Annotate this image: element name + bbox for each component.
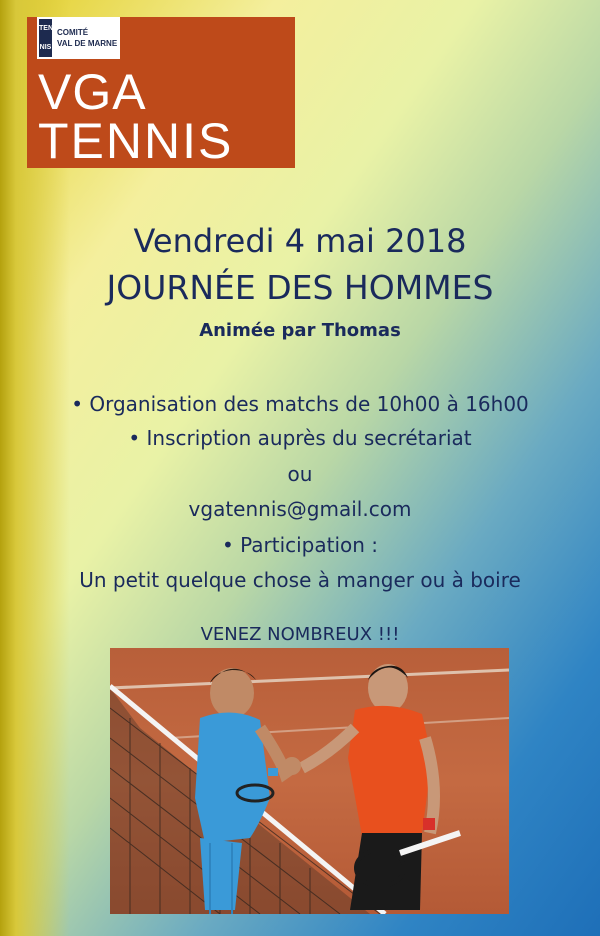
badge-bottom-text: NIS	[39, 44, 52, 51]
comite-label: COMITÉ	[57, 28, 89, 37]
tennis-badge	[39, 19, 52, 57]
event-host: Animée par Thomas	[199, 320, 401, 341]
handshake-illustration	[110, 648, 509, 914]
val-de-marne-label: VAL DE MARNE	[57, 39, 118, 48]
event-title: JOURNÉE DES HOMMES	[106, 268, 494, 307]
event-date: Vendredi 4 mai 2018	[133, 222, 467, 260]
detail-registration: • Inscription auprès du secrétariat	[128, 426, 472, 450]
comite-strip	[37, 17, 120, 59]
tennis-players-photo	[110, 648, 509, 914]
detail-email: vgatennis@gmail.com	[188, 497, 412, 521]
badge-top-text: TEN	[39, 25, 53, 32]
detail-bring-food: Un petit quelque chose à manger ou à boire	[79, 568, 521, 592]
call-to-action: VENEZ NOMBREUX !!!	[200, 624, 400, 645]
detail-participation: • Participation :	[221, 533, 379, 557]
handshake	[283, 757, 301, 775]
logo-vga-text: VGA	[38, 64, 147, 120]
detail-or: ou	[287, 462, 313, 486]
vga-tennis-logo	[27, 17, 295, 168]
detail-schedule: • Organisation des matchs de 10h00 à 16h00	[71, 392, 529, 416]
logo-tennis-text: TENNIS	[38, 113, 234, 169]
